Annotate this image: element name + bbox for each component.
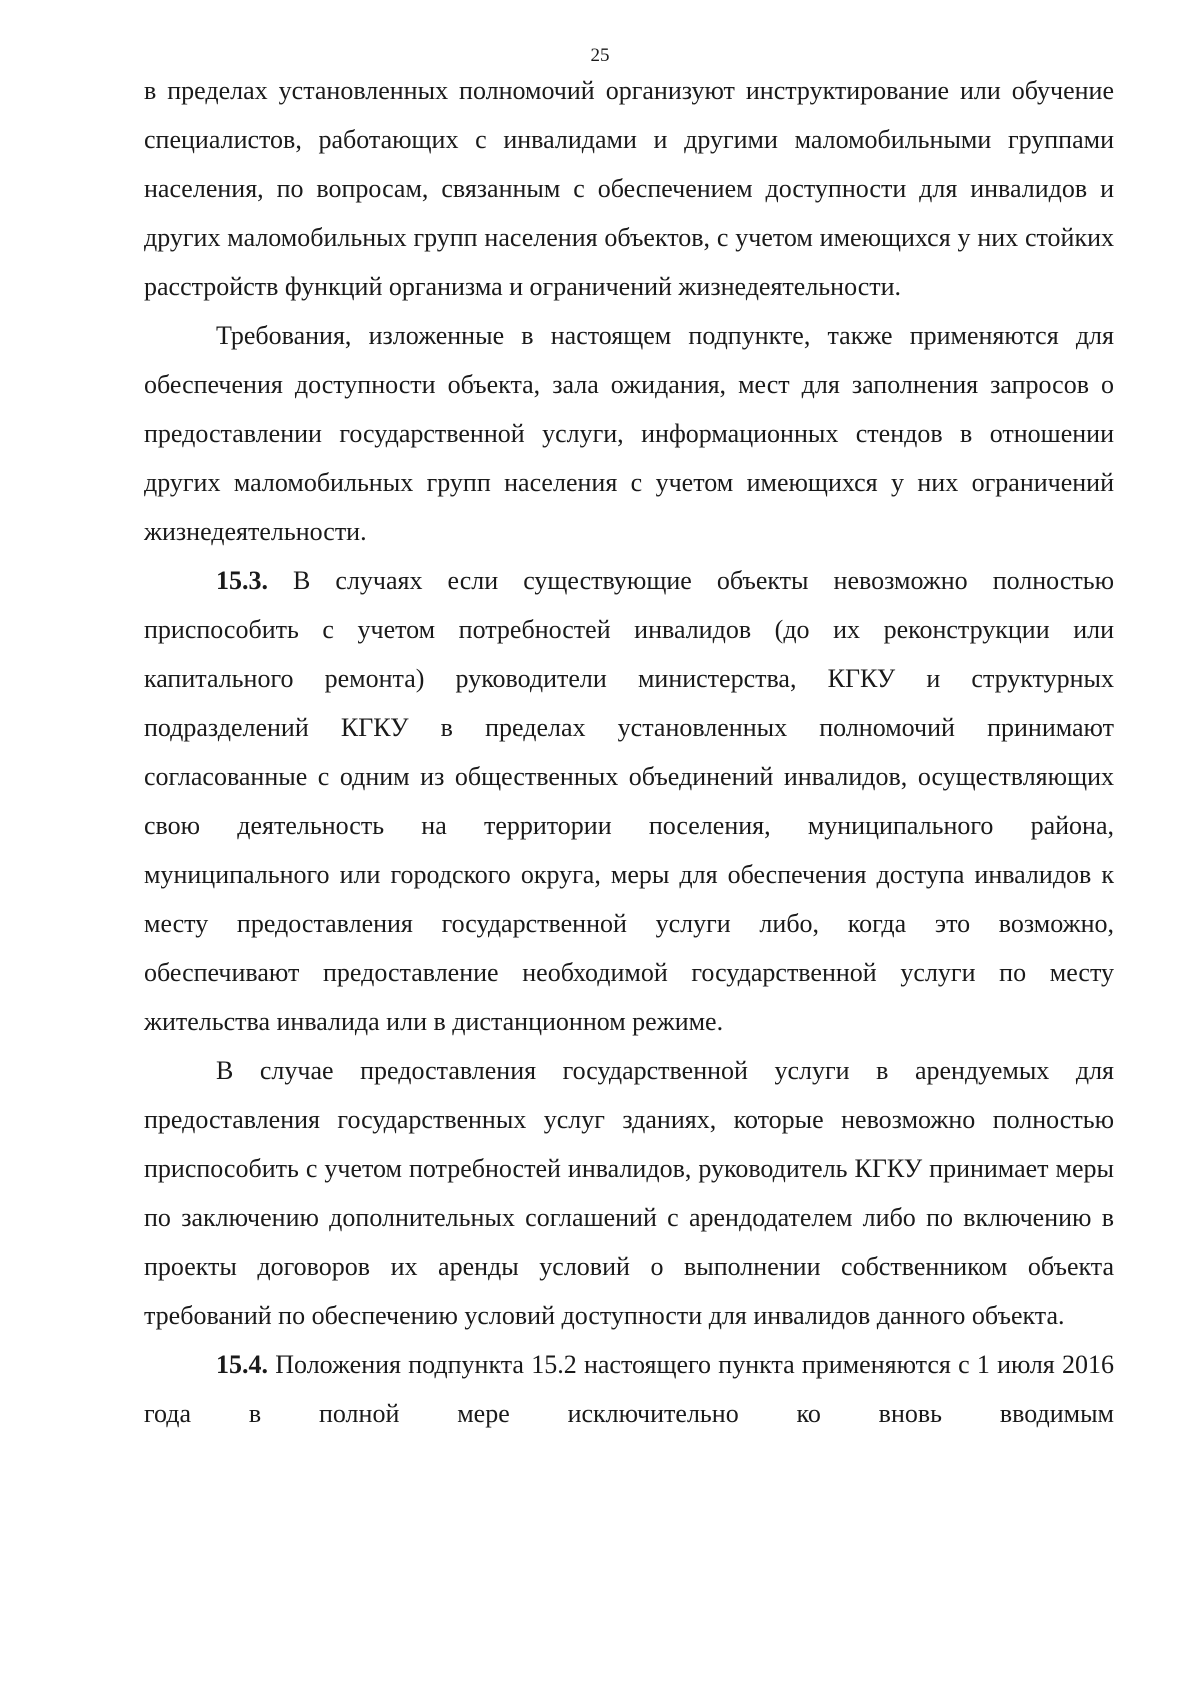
paragraph-text: в пределах установленных полномочий организуют инструктирование или обучение специалистов, работающих с инвалидами и другими маломобильными группами населения, по вопросам, связанным с обеспечением доступности для инвалидов и других маломобильных групп населения объектов, с учетом имеющихся у них стойких расстройств функций организма и ограничений жизнедеятельности.: [144, 76, 1114, 301]
paragraph-15-3: [144, 556, 1114, 1046]
paragraph-rented-buildings: [144, 1046, 1114, 1340]
page-number: 25: [590, 45, 610, 66]
paragraph-continuation: [144, 66, 1114, 311]
paragraph-text: Положения подпункта 15.2 настоящего пункта применяются с 1 июля 2016 года в полной мере исключительно ко вновь вводимым: [144, 1350, 1115, 1428]
paragraph-requirements: [144, 311, 1114, 556]
paragraph-text: В случаях если существующие объекты невозможно полностью приспособить с учетом потребностей инвалидов (до их реконструкции или капитального ремонта) руководители министерства, КГКУ и структурных подразделений КГКУ в пределах установленных полномочий принимают согласованные с одним из общественных объединений инвалидов, осуществляющих свою деятельность на территории поселения, муниципального района, муниципального или городского округа, меры для обеспечения доступа инвалидов к месту предоставления государственной услуги либо, когда это возможно, обеспечивают предоставление необходимой государственной услуги по месту жительства инвалида или в дистанционном режиме.: [144, 566, 1115, 1036]
clause-number: 15.4.: [216, 1350, 268, 1379]
paragraph-text: В случае предоставления государственной услуги в арендуемых для предоставления государственных услуг зданиях, которые невозможно полностью приспособить с учетом потребностей инвалидов, руководитель КГКУ принимает меры по заключению дополнительных соглашений с арендодателем либо по включению в проекты договоров их аренды условий о выполнении собственником объекта требований по обеспечению условий доступности для инвалидов данного объекта.: [144, 1056, 1114, 1330]
paragraph-text: Требования, изложенные в настоящем подпункте, также применяются для обеспечения доступности объекта, зала ожидания, мест для заполнения запросов о предоставлении государственной услуги, информационных стендов в отношении других маломобильных групп населения с учетом имеющихся у них ограничений жизнедеятельности.: [144, 321, 1114, 546]
clause-number: 15.3.: [216, 566, 268, 595]
document-body: [144, 66, 1114, 1438]
paragraph-15-4: [144, 1340, 1114, 1438]
